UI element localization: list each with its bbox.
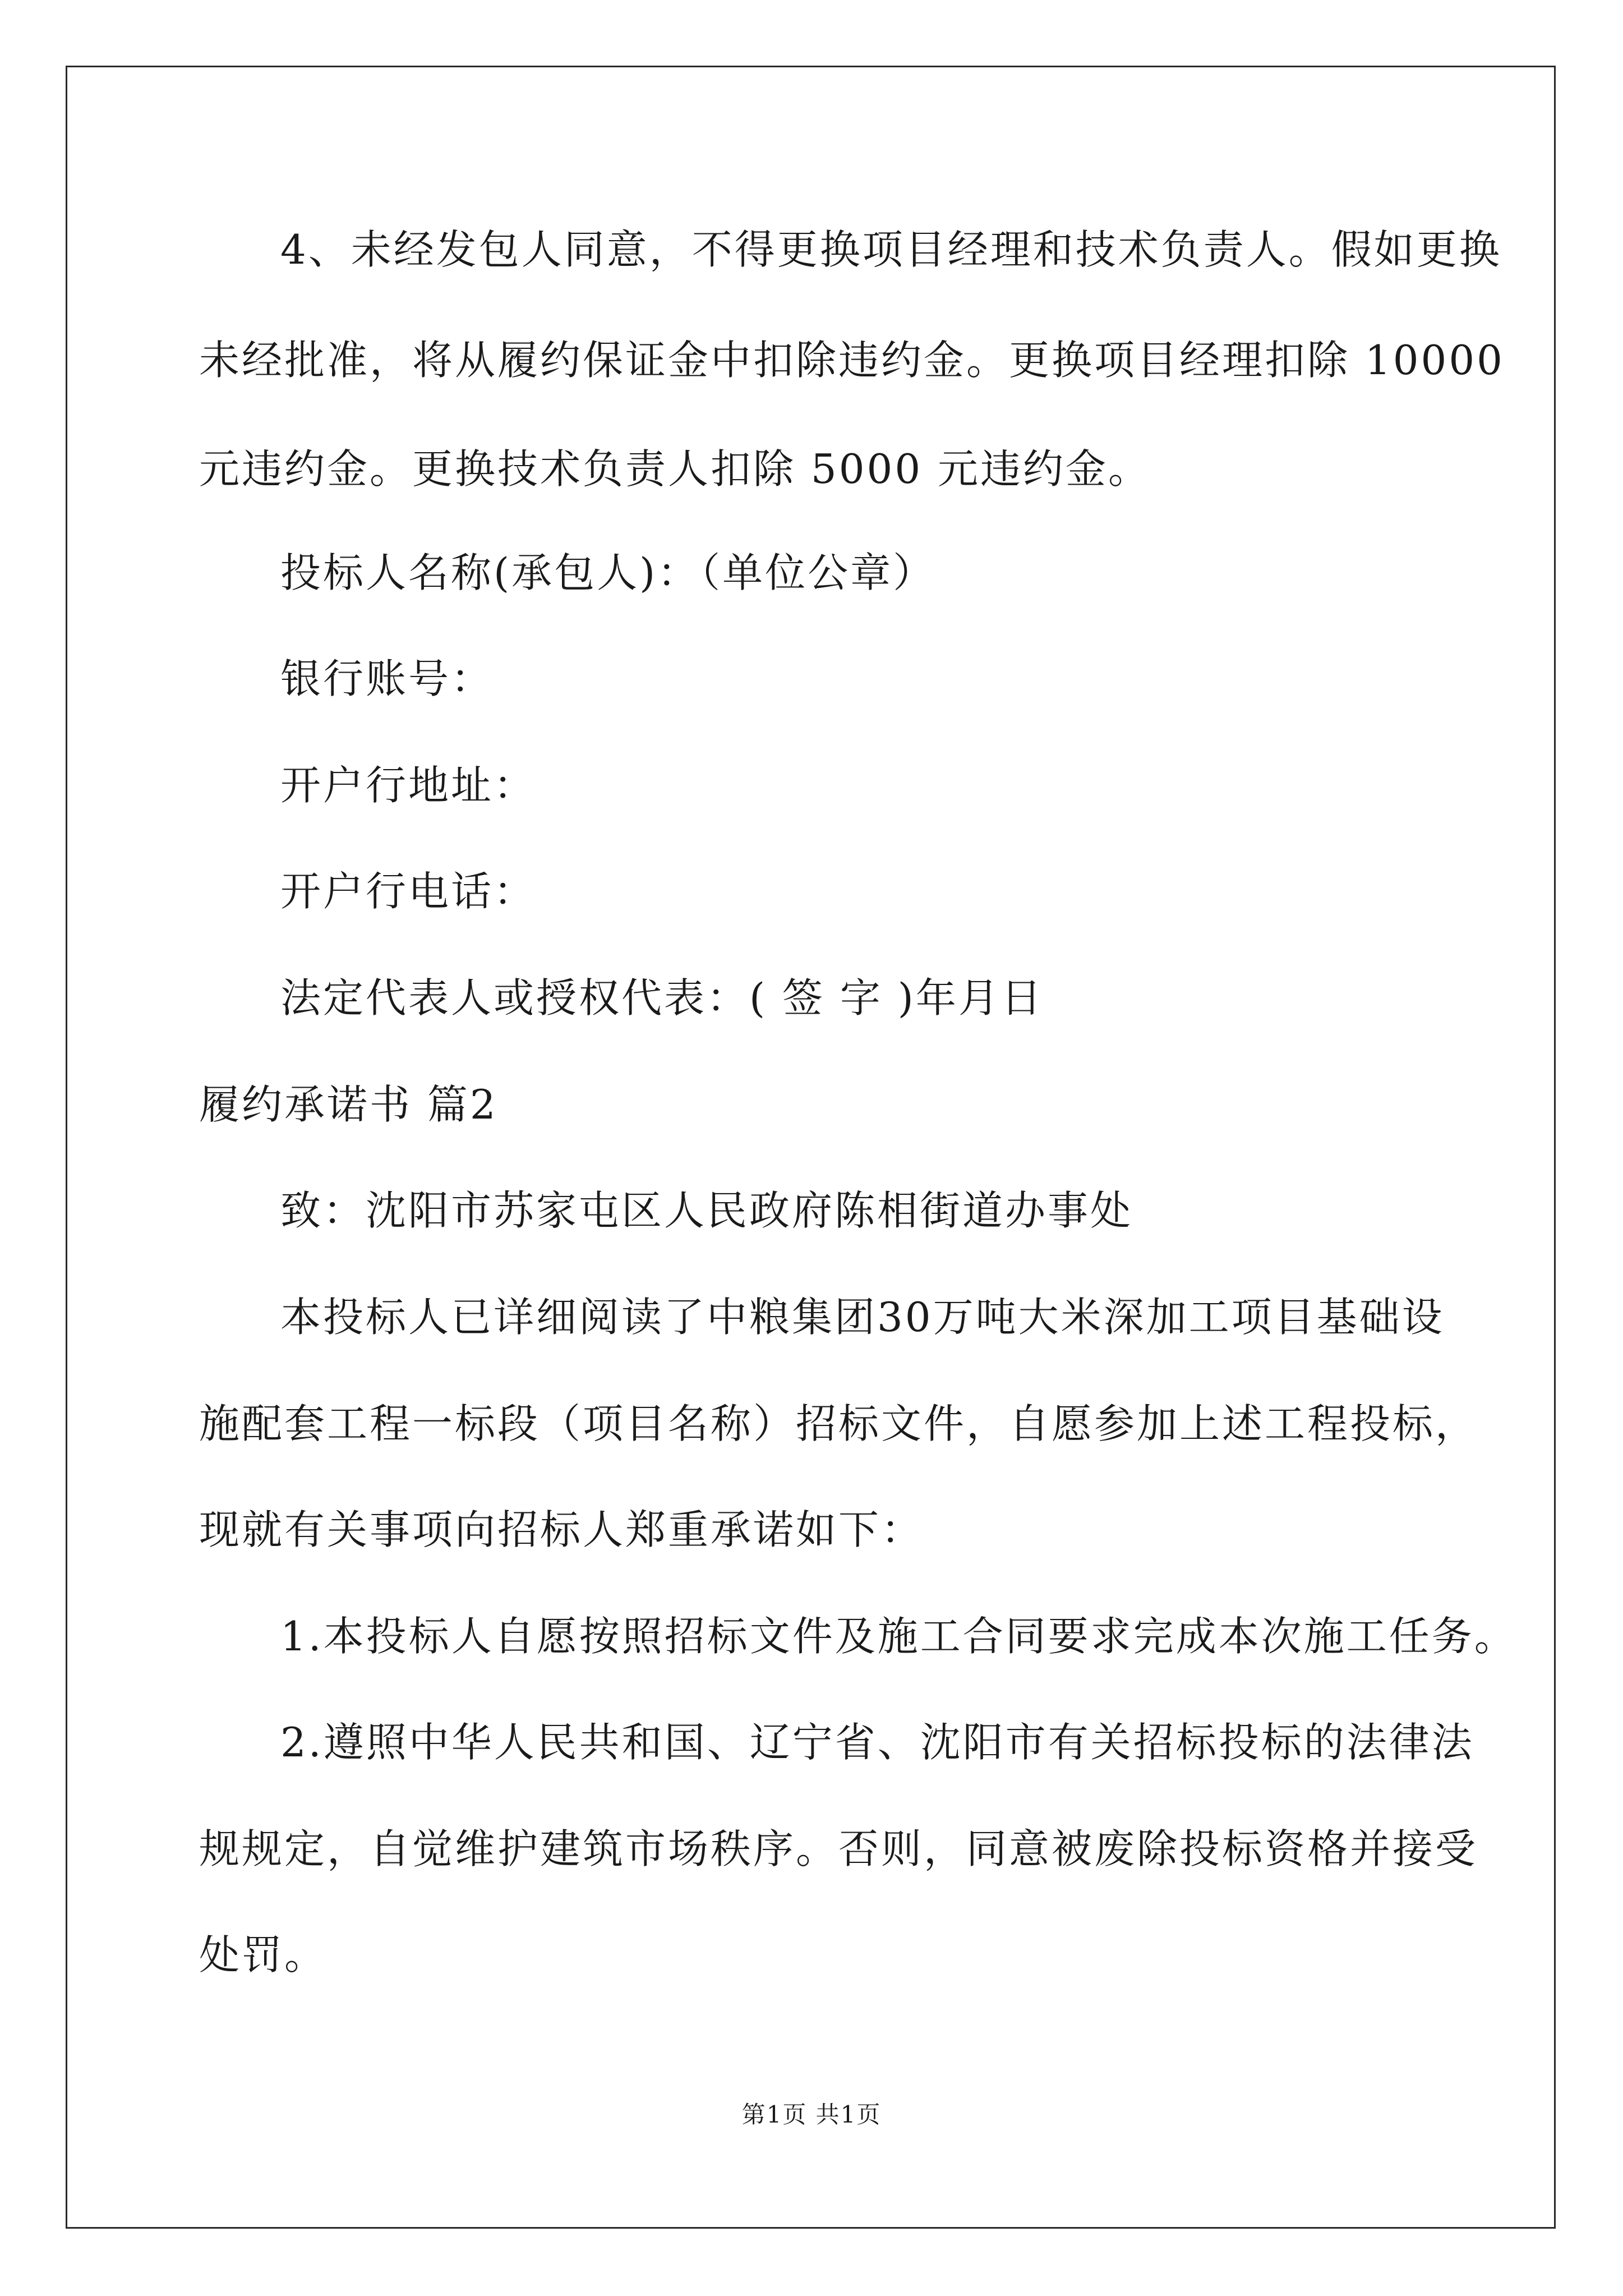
paragraph-line: 4、未经发包人同意，不得更换项目经理和技术负责人。假如更换 — [280, 226, 1502, 273]
paragraph-line: 1.本投标人自愿按照招标文件及施工合同要求完成本次施工任务。 — [280, 1613, 1517, 1660]
paragraph-line: 本投标人已详细阅读了中粮集团30万吨大米深加工项目基础设 — [280, 1294, 1445, 1341]
paragraph-line: 元违约金。更换技术负责人扣除 5000 元违约金。 — [199, 445, 1151, 493]
addressee-line: 致：沈阳市苏家屯区人民政府陈相街道办事处 — [280, 1187, 1133, 1234]
signature-line: 法定代表人或授权代表：( 签 字 )年月日 — [280, 974, 1044, 1022]
paragraph-line: 现就有关事项向招标人郑重承诺如下： — [199, 1506, 924, 1553]
section-heading: 履约承诺书 篇2 — [199, 1081, 498, 1128]
paragraph-line: 规规定，自觉维护建筑市场秩序。否则，同意被废除投标资格并接受 — [199, 1825, 1478, 1872]
bank-address-line: 开户行地址： — [280, 762, 537, 809]
paragraph-line: 处罚。 — [199, 1931, 328, 1978]
page-border — [66, 66, 1556, 2229]
paragraph-line: 未经批准，将从履约保证金中扣除违约金。更换项目经理扣除 10000 — [199, 337, 1505, 384]
page-number-footer: 第1页 共1页 — [741, 2101, 882, 2128]
paragraph-line: 2.遵照中华人民共和国、辽宁省、沈阳市有关招标投标的法律法 — [280, 1719, 1474, 1766]
bidder-name-line: 投标人名称(承包人)：（单位公章） — [280, 549, 936, 596]
bank-account-line: 银行账号： — [280, 655, 494, 702]
bank-phone-line: 开户行电话： — [280, 868, 537, 915]
paragraph-line: 施配套工程一标段（项目名称）招标文件，自愿参加上述工程投标， — [199, 1400, 1478, 1447]
